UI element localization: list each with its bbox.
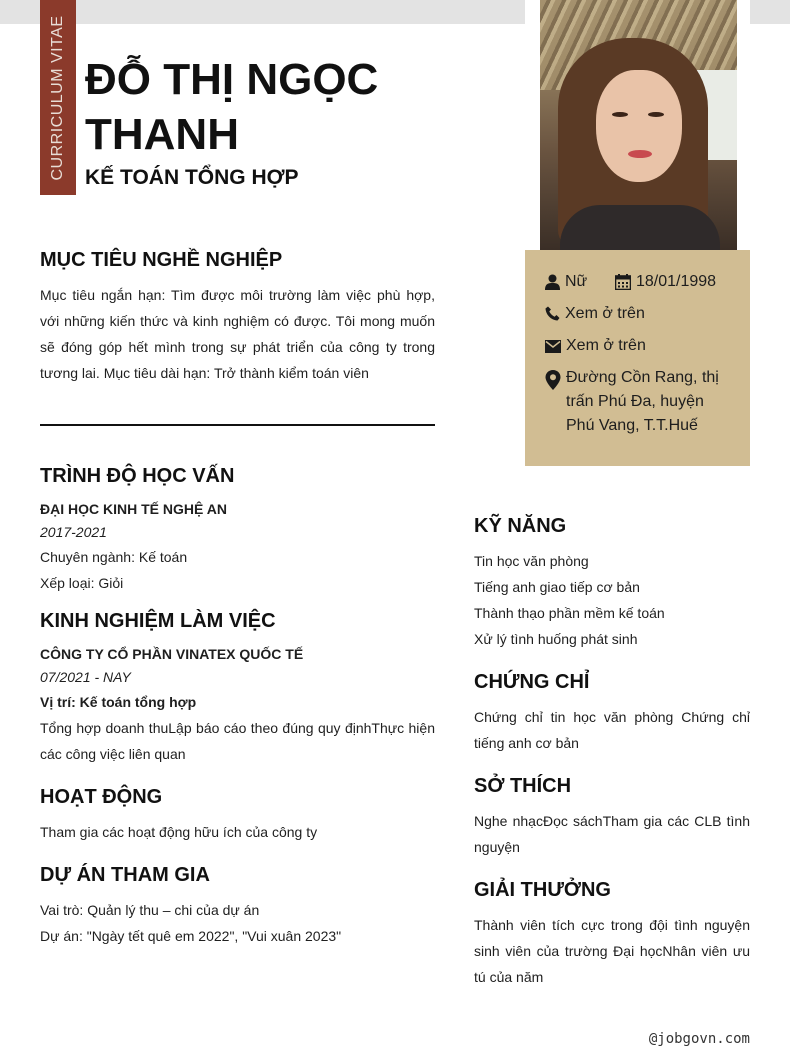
address-value: Đường Cồn Rang, thị trấn Phú Đa, huyện Phú Vang, T.T.Huế (566, 369, 719, 434)
phone-value: Xem ở trên (565, 305, 645, 322)
email-value: Xem ở trên (566, 337, 646, 354)
education-period: 2017-2021 (40, 524, 107, 540)
activities-text: Tham gia các hoạt động hữu ích của công ty (40, 824, 318, 840)
phone-icon (545, 306, 560, 321)
email-row (545, 334, 736, 358)
awards-heading: GIẢI THƯỞNG (474, 879, 611, 901)
education-heading: TRÌNH ĐỘ HỌC VẤN (40, 465, 235, 487)
curriculum-vitae-label: CURRICULUM VITAE (49, 14, 66, 181)
objective-heading: MỤC TIÊU NGHỀ NGHIỆP (40, 249, 283, 271)
candidate-name: ĐỖ THỊ NGỌC THANH (85, 55, 379, 159)
curriculum-vitae-tag (40, 0, 76, 195)
mail-icon (545, 340, 561, 353)
skills-heading: KỸ NĂNG (474, 515, 567, 537)
experience-heading: KINH NGHIỆM LÀM VIỆC (40, 610, 276, 632)
skill-item: Tiếng anh giao tiếp cơ bản (474, 579, 640, 595)
experience-period: 07/2021 - NAY (40, 669, 131, 685)
experience-description: Tổng hợp doanh thuLập báo cáo theo đúng quy địnhThực hiện các công việc liên quan (40, 720, 435, 762)
contact-info-box (525, 250, 750, 466)
skill-item: Xử lý tình huống phát sinh (474, 631, 638, 647)
activities-heading: HOẠT ĐỘNG (40, 786, 163, 808)
location-pin-icon (545, 370, 561, 390)
hobbies-text: Nghe nhạcĐọc sáchTham gia các CLB tình nguyện (474, 813, 750, 855)
certificates-heading: CHỨNG CHỈ (474, 671, 590, 693)
education-major: Chuyên ngành: Kế toán (40, 549, 188, 565)
phone-row (545, 302, 735, 326)
awards-text: Thành viên tích cực trong đội tình nguyện sinh viên của trường Đại họcNhân viên ưu tú của năm (474, 917, 750, 985)
person-icon (545, 274, 560, 290)
projects-name: Dự án: "Ngày tết quê em 2022", "Vui xuân 2023" (40, 928, 342, 944)
birthdate-row (615, 270, 716, 294)
skill-item: Thành thạo phần mềm kế toán (474, 605, 665, 621)
experience-position: Vị trí: Kế toán tổng hợp (40, 694, 197, 710)
experience-company: CÔNG TY CỔ PHẦN VINATEX QUỐC TẾ (40, 646, 304, 662)
hobbies-heading: SỞ THÍCH (474, 775, 572, 797)
profile-photo (540, 0, 737, 250)
address-row (545, 366, 736, 438)
top-band-right (750, 0, 790, 24)
projects-heading: DỰ ÁN THAM GIA (40, 864, 210, 886)
section-divider (40, 424, 435, 426)
certificates-text: Chứng chỉ tin học văn phòng Chứng chỉ tiếng anh cơ bản (474, 709, 750, 751)
gender-row (545, 270, 587, 294)
skill-item: Tin học văn phòng (474, 553, 589, 569)
education-school: ĐẠI HỌC KINH TẾ NGHỆ AN (40, 501, 227, 517)
footer-watermark: @jobgovn.com (648, 1031, 750, 1047)
objective-text: Mục tiêu ngắn hạn: Tìm được môi trường làm việc phù hợp, với những kiến thức và kinh nghiệm có được. Tôi mong muốn sẽ đóng góp hết mình trong sự phát triển của công ty trong tương lai. Mục tiêu dài hạn: Trở thành kiểm toán viên (40, 287, 435, 381)
job-title: KẾ TOÁN TỔNG HỢP (85, 166, 299, 189)
top-band (0, 0, 525, 24)
birthdate-value: 18/01/1998 (636, 273, 717, 290)
calendar-icon (615, 274, 631, 290)
projects-role: Vai trò: Quản lý thu – chi của dự án (40, 902, 260, 918)
education-grade: Xếp loại: Giỏi (40, 575, 124, 591)
gender-value: Nữ (565, 273, 588, 290)
